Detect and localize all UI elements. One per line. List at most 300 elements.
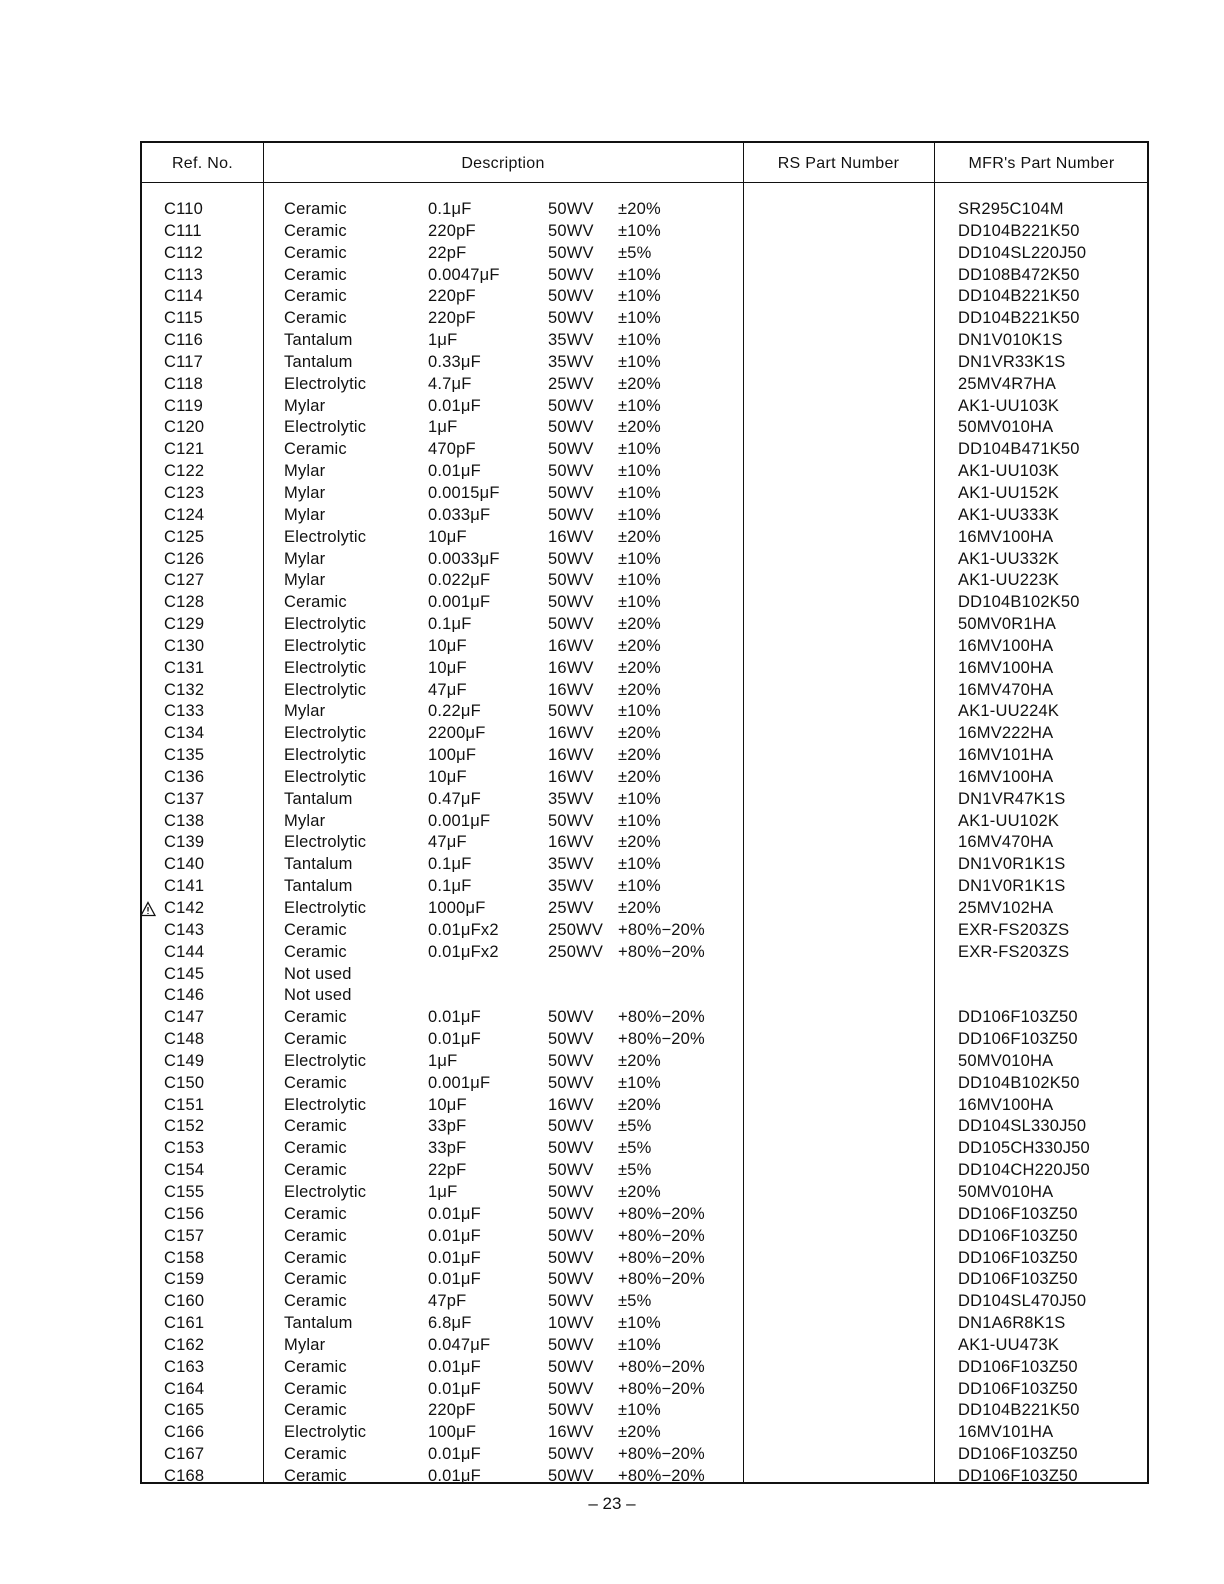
voltage-cell: 50WV (548, 1445, 594, 1464)
value-cell: 0.47μF (428, 789, 481, 808)
ref-no-cell: C139 (164, 833, 205, 852)
table-row (142, 1335, 1147, 1357)
voltage-cell: 50WV (548, 440, 594, 459)
ref-no-cell: C128 (164, 593, 205, 612)
ref-no-cell: C154 (164, 1161, 205, 1180)
table-row (142, 352, 1147, 374)
type-cell: Ceramic (284, 1073, 347, 1092)
voltage-cell: 50WV (548, 505, 594, 524)
table-row (142, 767, 1147, 789)
value-cell: 4.7μF (428, 374, 472, 393)
tolerance-cell: ±20% (618, 1095, 661, 1114)
mfr-part-cell: AK1-UU103K (958, 396, 1060, 415)
type-cell: Ceramic (284, 1292, 347, 1311)
table-row (142, 286, 1147, 308)
tolerance-cell: ±10% (618, 331, 661, 350)
tolerance-cell: +80%−20% (618, 1357, 705, 1376)
ref-no-cell: C129 (164, 615, 205, 634)
voltage-cell: 50WV (548, 1401, 594, 1420)
type-cell: Tantalum (284, 877, 353, 896)
ref-no-cell: C134 (164, 724, 205, 743)
table-row (142, 1007, 1147, 1029)
mfr-part-cell: SR295C104M (958, 200, 1064, 218)
type-cell: Ceramic (284, 243, 347, 262)
table-row (142, 1422, 1147, 1444)
voltage-cell: 50WV (548, 1466, 594, 1485)
tolerance-cell: ±10% (618, 1335, 661, 1354)
value-cell: 10μF (428, 658, 467, 677)
ref-no-cell: C152 (164, 1117, 205, 1136)
voltage-cell: 250WV (548, 942, 604, 961)
ref-no-cell: C125 (164, 527, 205, 546)
tolerance-cell: +80%−20% (618, 1030, 705, 1049)
voltage-cell: 50WV (548, 1030, 594, 1049)
type-cell: Ceramic (284, 1401, 347, 1420)
voltage-cell: 16WV (548, 636, 594, 655)
type-cell: Ceramic (284, 1008, 347, 1027)
value-cell: 220pF (428, 1401, 476, 1420)
value-cell: 2200μF (428, 724, 486, 743)
table-row (142, 985, 1147, 1007)
value-cell: 100μF (428, 746, 477, 765)
mfr-part-cell: 16MV100HA (958, 527, 1054, 546)
table-row (142, 920, 1147, 942)
tolerance-cell: +80%−20% (618, 1445, 705, 1464)
tolerance-cell: ±5% (618, 243, 652, 262)
tolerance-cell: ±20% (618, 1423, 661, 1442)
tolerance-cell: ±10% (618, 855, 661, 874)
mfr-part-cell: AK1-UU473K (958, 1335, 1060, 1354)
voltage-cell: 16WV (548, 746, 594, 765)
voltage-cell: 35WV (548, 789, 594, 808)
ref-no-cell: C165 (164, 1401, 205, 1420)
tolerance-cell: ±20% (618, 767, 661, 786)
table-row (142, 1269, 1147, 1291)
tolerance-cell: ±10% (618, 309, 661, 328)
voltage-cell: 35WV (548, 855, 594, 874)
table-row (142, 461, 1147, 483)
tolerance-cell: ±10% (618, 549, 661, 568)
table-row (142, 527, 1147, 549)
ref-no-cell: C146 (164, 986, 205, 1005)
mfr-part-cell: 16MV100HA (958, 636, 1054, 655)
mfr-part-cell: AK1-UU103K (958, 462, 1060, 481)
type-cell: Electrolytic (284, 615, 367, 634)
table-row (142, 1116, 1147, 1138)
mfr-part-cell: DN1V0R1K1S (958, 877, 1066, 896)
ref-no-cell: C150 (164, 1073, 205, 1092)
mfr-part-cell: DD106F103Z50 (958, 1008, 1078, 1027)
voltage-cell: 16WV (548, 1095, 594, 1114)
voltage-cell: 50WV (548, 462, 594, 481)
voltage-cell: 50WV (548, 309, 594, 328)
table-row (142, 592, 1147, 614)
tolerance-cell: ±20% (618, 658, 661, 677)
value-cell: 47pF (428, 1292, 467, 1311)
table-row (142, 789, 1147, 811)
voltage-cell: 50WV (548, 200, 594, 218)
table-row (142, 876, 1147, 898)
ref-no-cell: C120 (164, 418, 205, 437)
value-cell: 0.01μF (428, 1226, 481, 1245)
table-row (142, 1466, 1147, 1488)
value-cell: 220pF (428, 287, 476, 306)
voltage-cell: 50WV (548, 702, 594, 721)
tolerance-cell: ±10% (618, 811, 661, 830)
mfr-part-cell: DD104B221K50 (958, 1401, 1080, 1420)
mfr-part-cell: DD104SL330J50 (958, 1117, 1087, 1136)
table-row (142, 701, 1147, 723)
tolerance-cell: ±20% (618, 680, 661, 699)
mfr-part-cell: DN1VR33K1S (958, 352, 1066, 371)
tolerance-cell: ±10% (618, 702, 661, 721)
value-cell: 0.001μF (428, 811, 491, 830)
table-row (142, 832, 1147, 854)
ref-no-cell: C159 (164, 1270, 205, 1289)
mfr-part-cell: 16MV470HA (958, 833, 1054, 852)
table-row (142, 1073, 1147, 1095)
ref-no-cell: C157 (164, 1226, 205, 1245)
table-row (142, 1444, 1147, 1466)
type-cell: Electrolytic (284, 636, 367, 655)
type-cell: Not used (284, 964, 352, 983)
value-cell: 0.01μF (428, 1466, 481, 1485)
table-body (142, 199, 1147, 1488)
ref-no-cell: C148 (164, 1030, 205, 1049)
value-cell: 0.01μF (428, 1030, 481, 1049)
table-row (142, 396, 1147, 418)
ref-no-cell: C149 (164, 1051, 205, 1070)
type-cell: Electrolytic (284, 418, 367, 437)
value-cell: 1μF (428, 1182, 458, 1201)
mfr-part-cell: AK1-UU332K (958, 549, 1060, 568)
voltage-cell: 50WV (548, 1008, 594, 1027)
ref-no-cell: C144 (164, 942, 205, 961)
tolerance-cell: ±5% (618, 1139, 652, 1158)
tolerance-cell: ±10% (618, 287, 661, 306)
value-cell: 0.01μF (428, 396, 481, 415)
tolerance-cell: +80%−20% (618, 1270, 705, 1289)
ref-no-cell: C116 (164, 331, 204, 350)
voltage-cell: 35WV (548, 877, 594, 896)
voltage-cell: 50WV (548, 1226, 594, 1245)
mfr-part-cell: 25MV102HA (958, 899, 1054, 917)
voltage-cell: 50WV (548, 287, 594, 306)
table-row (142, 1182, 1147, 1204)
table-row (142, 745, 1147, 767)
tolerance-cell: ±20% (618, 636, 661, 655)
type-cell: Ceramic (284, 1445, 347, 1464)
tolerance-cell: ±10% (618, 789, 661, 808)
table-row (142, 1357, 1147, 1379)
table-row (142, 374, 1147, 396)
value-cell: 10μF (428, 636, 467, 655)
type-cell: Ceramic (284, 440, 347, 459)
value-cell: 0.0047μF (428, 265, 500, 284)
value-cell: 1μF (428, 331, 458, 350)
ref-no-cell: C123 (164, 483, 205, 502)
voltage-cell: 16WV (548, 767, 594, 786)
ref-no-cell: C163 (164, 1357, 205, 1376)
tolerance-cell: ±10% (618, 265, 661, 284)
tolerance-cell: ±20% (618, 1051, 661, 1070)
ref-no-cell: C167 (164, 1445, 205, 1464)
value-cell: 0.047μF (428, 1335, 491, 1354)
voltage-cell: 25WV (548, 899, 594, 917)
voltage-cell: 50WV (548, 1117, 594, 1136)
ref-no-cell: C137 (164, 789, 205, 808)
ref-no-cell: C143 (164, 920, 205, 939)
value-cell: 470pF (428, 440, 476, 459)
voltage-cell: 50WV (548, 1204, 594, 1223)
type-cell: Electrolytic (284, 374, 367, 393)
voltage-cell: 16WV (548, 680, 594, 699)
tolerance-cell: ±10% (618, 877, 661, 896)
ref-no-cell: C138 (164, 811, 205, 830)
type-cell: Ceramic (284, 221, 347, 240)
tolerance-cell: ±20% (618, 833, 661, 852)
voltage-cell: 50WV (548, 243, 594, 262)
table-row (142, 614, 1147, 636)
voltage-cell: 50WV (548, 483, 594, 502)
ref-no-cell: C118 (164, 374, 204, 393)
value-cell: 0.0015μF (428, 483, 500, 502)
voltage-cell: 50WV (548, 221, 594, 240)
ref-no-cell: C136 (164, 767, 205, 786)
value-cell: 0.001μF (428, 1073, 491, 1092)
value-cell: 0.1μF (428, 200, 472, 218)
tolerance-cell: +80%−20% (618, 1226, 705, 1245)
value-cell: 0.022μF (428, 571, 491, 590)
tolerance-cell: ±10% (618, 505, 661, 524)
ref-no-cell: C164 (164, 1379, 205, 1398)
type-cell: Electrolytic (284, 899, 367, 917)
ref-no-cell: C112 (164, 243, 204, 262)
value-cell: 0.01μFx2 (428, 920, 499, 939)
mfr-part-cell: DD104B471K50 (958, 440, 1080, 459)
type-cell: Ceramic (284, 287, 347, 306)
type-cell: Tantalum (284, 1314, 353, 1333)
mfr-part-cell: DD104SL220J50 (958, 243, 1087, 262)
type-cell: Mylar (284, 571, 326, 590)
value-cell: 0.01μF (428, 1357, 481, 1376)
value-cell: 0.01μF (428, 1204, 481, 1223)
type-cell: Tantalum (284, 789, 353, 808)
voltage-cell: 50WV (548, 811, 594, 830)
tolerance-cell: +80%−20% (618, 1008, 705, 1027)
type-cell: Electrolytic (284, 724, 367, 743)
mfr-part-cell: 16MV222HA (958, 724, 1054, 743)
type-cell: Ceramic (284, 200, 347, 218)
mfr-part-cell: DN1V010K1S (958, 331, 1063, 350)
mfr-part-cell: 50MV010HA (958, 1051, 1054, 1070)
type-cell: Ceramic (284, 1030, 347, 1049)
type-cell: Electrolytic (284, 1051, 367, 1070)
voltage-cell: 16WV (548, 833, 594, 852)
voltage-cell: 50WV (548, 593, 594, 612)
table-row (142, 1291, 1147, 1313)
tolerance-cell: ±20% (618, 899, 661, 917)
table-row (142, 723, 1147, 745)
type-cell: Electrolytic (284, 767, 367, 786)
mfr-part-cell: DD106F103Z50 (958, 1445, 1078, 1464)
tolerance-cell: ±10% (618, 462, 661, 481)
table-row (142, 505, 1147, 527)
voltage-cell: 50WV (548, 1335, 594, 1354)
tolerance-cell: ±10% (618, 1073, 661, 1092)
type-cell: Ceramic (284, 1379, 347, 1398)
tolerance-cell: ±5% (618, 1292, 652, 1311)
ref-no-cell: C131 (164, 658, 205, 677)
value-cell: 10μF (428, 767, 467, 786)
parts-table (140, 141, 1149, 1484)
mfr-part-cell: 16MV101HA (958, 746, 1054, 765)
table-row (142, 964, 1147, 986)
table-row (142, 658, 1147, 680)
value-cell: 0.0033μF (428, 549, 500, 568)
table-row (142, 1138, 1147, 1160)
table-row (142, 243, 1147, 265)
mfr-part-cell: DD104B102K50 (958, 593, 1080, 612)
mfr-part-cell: AK1-UU102K (958, 811, 1060, 830)
voltage-cell: 50WV (548, 1139, 594, 1158)
ref-no-cell: C115 (164, 309, 204, 328)
table-row (142, 483, 1147, 505)
type-cell: Tantalum (284, 352, 353, 371)
table-row (142, 1379, 1147, 1401)
type-cell: Mylar (284, 549, 326, 568)
type-cell: Mylar (284, 811, 326, 830)
voltage-cell: 50WV (548, 615, 594, 634)
page-number: – 23 – (588, 1494, 636, 1513)
type-cell: Ceramic (284, 1161, 347, 1180)
warning-triangle-icon (140, 901, 156, 917)
value-cell: 33pF (428, 1117, 467, 1136)
voltage-cell: 50WV (548, 396, 594, 415)
tolerance-cell: ±10% (618, 221, 661, 240)
type-cell: Tantalum (284, 855, 353, 874)
table-row (142, 898, 1147, 920)
mfr-part-cell: DD106F103Z50 (958, 1357, 1078, 1376)
tolerance-cell: ±10% (618, 440, 661, 459)
mfr-part-cell: DD104B221K50 (958, 287, 1080, 306)
table-row (142, 1248, 1147, 1270)
mfr-part-cell: 16MV470HA (958, 680, 1054, 699)
type-cell: Ceramic (284, 1248, 347, 1267)
type-cell: Ceramic (284, 942, 347, 961)
ref-no-cell: C140 (164, 855, 205, 874)
mfr-part-cell: EXR-FS203ZS (958, 920, 1070, 939)
mfr-part-cell: EXR-FS203ZS (958, 942, 1070, 961)
value-cell: 10μF (428, 527, 467, 546)
header-ref-no: Ref. No. (171, 155, 234, 172)
mfr-part-cell: DD106F103Z50 (958, 1379, 1078, 1398)
tolerance-cell: +80%−20% (618, 1204, 705, 1223)
tolerance-cell: ±20% (618, 724, 661, 743)
ref-no-cell: C111 (164, 221, 202, 240)
type-cell: Electrolytic (284, 1423, 367, 1442)
value-cell: 1μF (428, 418, 458, 437)
tolerance-cell: ±20% (618, 527, 661, 546)
voltage-cell: 35WV (548, 352, 594, 371)
ref-no-cell: C162 (164, 1335, 205, 1354)
type-cell: Ceramic (284, 920, 347, 939)
value-cell: 0.001μF (428, 593, 491, 612)
header-description: Description (461, 155, 545, 172)
type-cell: Electrolytic (284, 680, 367, 699)
tolerance-cell: ±20% (618, 418, 661, 437)
value-cell: 0.033μF (428, 505, 491, 524)
ref-no-cell: C161 (164, 1314, 205, 1333)
voltage-cell: 50WV (548, 1292, 594, 1311)
tolerance-cell: +80%−20% (618, 1248, 705, 1267)
type-cell: Ceramic (284, 1466, 347, 1485)
mfr-part-cell: DD108B472K50 (958, 265, 1080, 284)
mfr-part-cell: DD104B221K50 (958, 221, 1080, 240)
ref-no-cell: C117 (164, 352, 204, 371)
type-cell: Mylar (284, 702, 326, 721)
ref-no-cell: C153 (164, 1139, 205, 1158)
type-cell: Tantalum (284, 331, 353, 350)
tolerance-cell: ±10% (618, 1401, 661, 1420)
value-cell: 22pF (428, 243, 467, 262)
table-row (142, 854, 1147, 876)
voltage-cell: 50WV (548, 1182, 594, 1201)
type-cell: Ceramic (284, 1117, 347, 1136)
mfr-part-cell: 50MV0R1HA (958, 615, 1057, 634)
value-cell: 0.1μF (428, 877, 472, 896)
ref-no-cell: C135 (164, 746, 205, 765)
type-cell: Ceramic (284, 309, 347, 328)
table-row (142, 265, 1147, 287)
mfr-part-cell: DD106F103Z50 (958, 1270, 1078, 1289)
type-cell: Electrolytic (284, 1095, 367, 1114)
mfr-part-cell: 25MV4R7HA (958, 374, 1057, 393)
header-rs-part-number: RS Part Number (777, 155, 900, 172)
table-row (142, 942, 1147, 964)
mfr-part-cell: AK1-UU152K (958, 483, 1060, 502)
type-cell: Mylar (284, 1335, 326, 1354)
ref-no-cell: C158 (164, 1248, 205, 1267)
table-row (142, 1051, 1147, 1073)
tolerance-cell: ±5% (618, 1161, 652, 1180)
ref-no-cell: C147 (164, 1008, 205, 1027)
mfr-part-cell: 16MV100HA (958, 1095, 1054, 1114)
value-cell: 22pF (428, 1161, 467, 1180)
tolerance-cell: ±10% (618, 593, 661, 612)
mfr-part-cell: AK1-UU224K (958, 702, 1060, 721)
type-cell: Electrolytic (284, 1182, 367, 1201)
value-cell: 0.01μF (428, 1270, 481, 1289)
table-row (142, 1313, 1147, 1335)
mfr-part-cell: DD104SL470J50 (958, 1292, 1087, 1311)
table-row (142, 308, 1147, 330)
value-cell: 0.01μF (428, 1248, 481, 1267)
ref-no-cell: C155 (164, 1182, 205, 1201)
voltage-cell: 50WV (548, 1270, 594, 1289)
value-cell: 0.1μF (428, 615, 472, 634)
tolerance-cell: ±20% (618, 200, 661, 218)
tolerance-cell: ±20% (618, 746, 661, 765)
value-cell: 220pF (428, 309, 476, 328)
table-row (142, 1029, 1147, 1051)
voltage-cell: 50WV (548, 1161, 594, 1180)
table-row (142, 1160, 1147, 1182)
voltage-cell: 50WV (548, 1051, 594, 1070)
table-row (142, 570, 1147, 592)
value-cell: 6.8μF (428, 1314, 472, 1333)
value-cell: 0.01μF (428, 1008, 481, 1027)
